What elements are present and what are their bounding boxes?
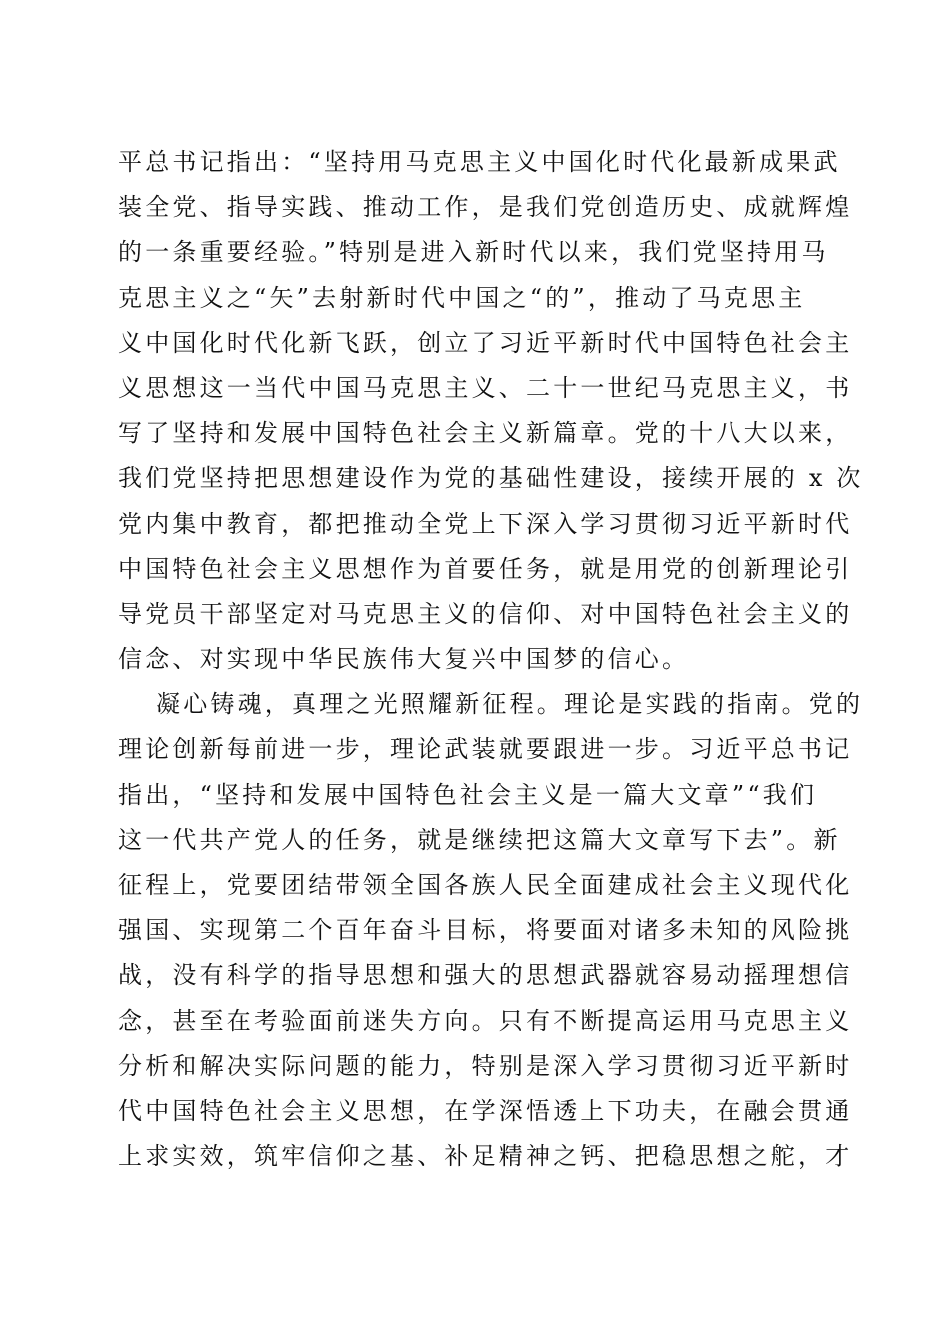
text-line: 这一代共产党人的任务，就是继续把这篇大文章写下去”。新	[118, 825, 841, 854]
text-line: 分析和解决实际问题的能力，特别是深入学习贯彻习近平新时	[118, 1051, 853, 1080]
text-line: 征程上，党要团结带领全国各族人民全面建成社会主义现代化	[118, 871, 853, 899]
text-line: 上求实效，筑牢信仰之基、补足精神之钙、把稳思想之舵，才	[118, 1142, 853, 1171]
text-line: 理论创新每前进一步，理论武装就要跟进一步。习近平总书记	[118, 735, 853, 764]
text-line: 战，没有科学的指导思想和强大的思想武器就容易动摇理想信	[118, 961, 853, 990]
text-line: 写了坚持和发展中国特色社会主义新篇章。党的十八大以来，	[118, 419, 853, 448]
text-line: 义中国化时代化新飞跃，创立了习近平新时代中国特色社会主	[118, 328, 853, 357]
text-line: 信念、对实现中华民族伟大复兴中国梦的信心。	[118, 645, 690, 674]
text-line: 中国特色社会主义思想作为首要任务，就是用党的创新理论引	[118, 554, 853, 583]
text-line: 义思想这一当代中国马克思主义、二十一世纪马克思主义，书	[118, 373, 853, 402]
text-line: 导党员干部坚定对马克思主义的信仰、对中国特色社会主义的	[118, 599, 853, 628]
text-line: 念，甚至在考验面前迷失方向。只有不断提高运用马克思主义	[118, 1006, 853, 1035]
text-line: 我们党坚持把思想建设作为党的基础性建设，接续开展的 x 次	[118, 464, 864, 493]
text-line: 党内集中教育，都把推动全党上下深入学习贯彻习近平新时代	[118, 509, 853, 538]
document-body	[118, 140, 864, 1179]
text-line: 的一条重要经验。”特别是进入新时代以来，我们党坚持用马	[118, 238, 829, 267]
text-line: 凝心铸魂，真理之光照耀新征程。理论是实践的指南。党的	[156, 690, 864, 719]
text-line: 指出，“坚持和发展中国特色社会主义是一篇大文章”“我们	[118, 780, 818, 809]
text-line: 克思主义之“矢”去射新时代中国之“的”，推动了马克思主	[118, 283, 806, 312]
text-line: 强国、实现第二个百年奋斗目标，将要面对诸多未知的风险挑	[118, 916, 853, 945]
text-line: 平总书记指出：“坚持用马克思主义中国化时代化最新成果武	[118, 148, 841, 176]
paragraph-1	[118, 140, 864, 682]
paragraph-2	[118, 682, 864, 1179]
text-line: 装全党、指导实践、推动工作，是我们党创造历史、成就辉煌	[118, 193, 853, 222]
text-line: 代中国特色社会主义思想，在学深悟透上下功夫，在融会贯通	[118, 1096, 853, 1125]
